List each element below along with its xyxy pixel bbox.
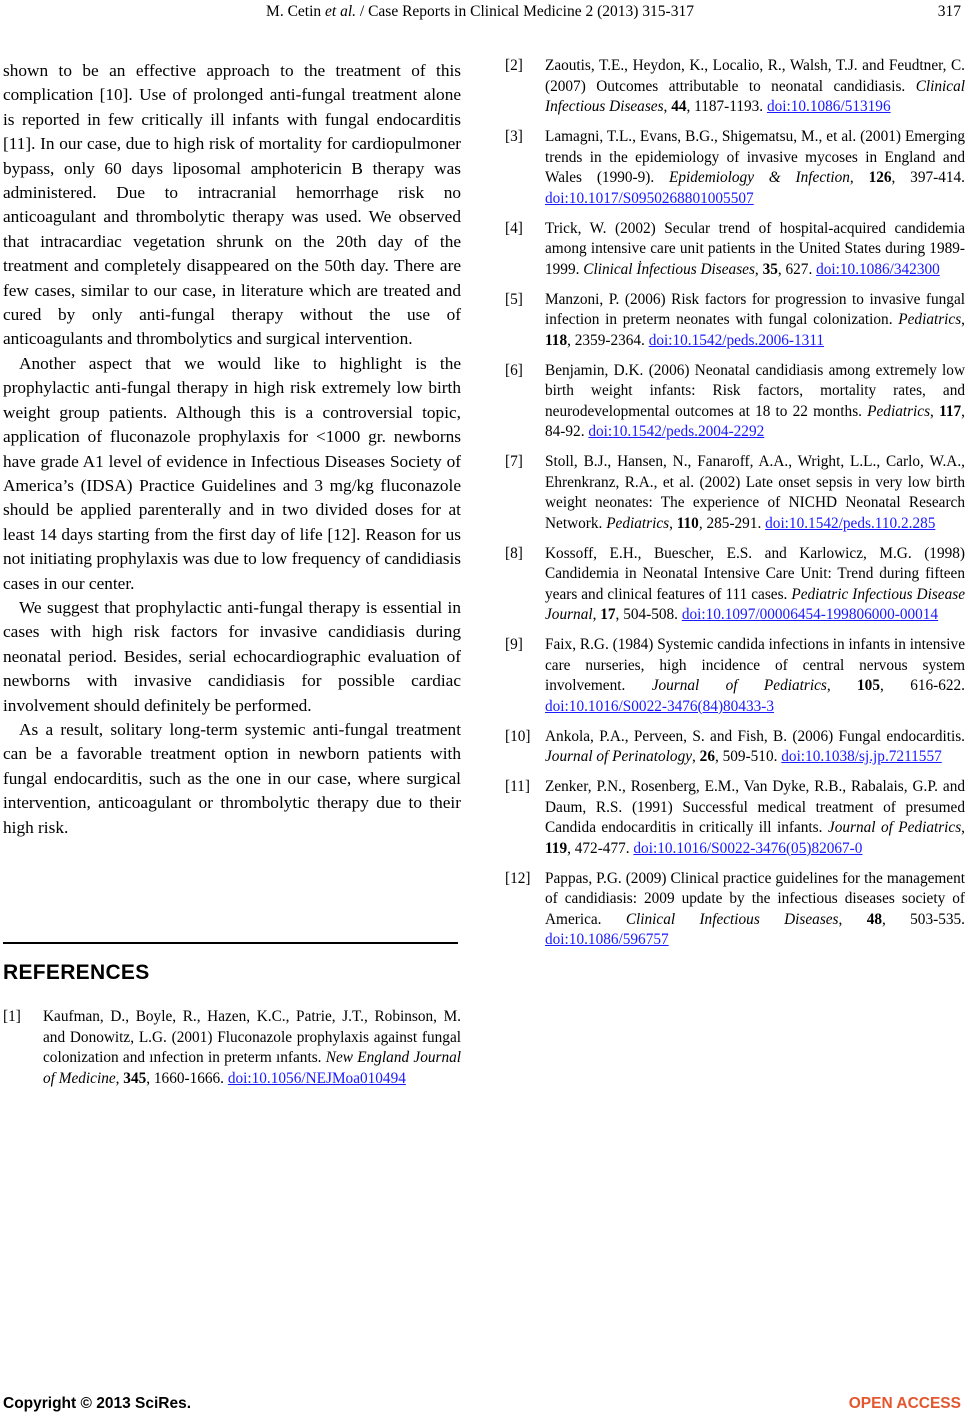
reference-text xyxy=(545,869,965,951)
reference-separator: , xyxy=(592,606,601,623)
reference-authors-title: Zaoutis, T.E., Heydon, K., Localio, R., Walsh, T.J. and Feudtner, C. (2007) Outcomes attributable to neonatal candidiasis. xyxy=(545,57,965,95)
reference-text xyxy=(545,544,965,626)
reference-item xyxy=(505,56,965,118)
reference-pages: , 627. xyxy=(777,260,817,278)
reference-doi-link[interactable]: doi:10.1086/596757 xyxy=(545,931,669,948)
reference-volume: 105 xyxy=(857,677,880,694)
reference-journal: Clinical İnfectious Diseases xyxy=(583,260,755,278)
running-head-authors: M. Cetin xyxy=(266,3,326,20)
reference-item xyxy=(505,727,965,768)
reference-pages: , 509-510. xyxy=(714,748,782,765)
footer-open-access: OPEN ACCESS xyxy=(848,1395,961,1412)
references-list-left xyxy=(3,1007,461,1099)
reference-item xyxy=(505,290,965,352)
reference-text xyxy=(545,361,965,443)
reference-number: [9] xyxy=(505,636,523,653)
reference-volume: 17 xyxy=(600,606,616,623)
references-list-right xyxy=(505,56,965,960)
reference-journal: Pediatric Infectious Disease Journal xyxy=(545,585,965,623)
reference-number: [2] xyxy=(505,57,523,74)
reference-pages: , 504-508. xyxy=(615,606,682,623)
running-head xyxy=(150,2,810,22)
body-paragraph: As a result, solitary long-term systemic anti-fungal treatment can be a favorable treatment option in newborn patients with fungal endocarditis, such as the one in our case, where surgical intervention, anticoagulant or thrombolytic therapy due to their high risk. xyxy=(3,719,461,837)
reference-item xyxy=(505,544,965,626)
reference-authors-title: Kaufman, D., Boyle, R., Hazen, K.C., Patrie, J.T., Robinson, M. and Donowitz, L.G. (2001) Fluconazole prophylaxis against fungal colonization and ınfection in preterm ınfants. xyxy=(43,1008,461,1066)
reference-item xyxy=(505,869,965,951)
reference-journal: Clinical Infectious Diseases xyxy=(545,77,965,115)
body-text-column xyxy=(3,59,461,840)
reference-volume: 26 xyxy=(699,748,715,765)
reference-separator: , xyxy=(961,819,965,836)
reference-doi-link[interactable]: doi:10.1086/342300 xyxy=(816,260,940,278)
reference-authors-title: Benjamin, D.K. (2006) Neonatal candidiasis among extremely low birth weight infants: Risk factors, mortality rates, and neurodevelopmental outcomes at 18 to 22 months. xyxy=(545,361,965,420)
reference-pages: , 503-535. xyxy=(881,910,965,928)
reference-pages: , 2359-2364. xyxy=(567,331,649,349)
reference-volume: 44 xyxy=(671,98,687,115)
reference-number: [5] xyxy=(505,290,523,308)
reference-text xyxy=(545,452,965,534)
reference-separator: , xyxy=(930,402,940,420)
reference-journal: Pediatrics xyxy=(898,311,962,328)
reference-item xyxy=(505,777,965,859)
reference-number: [4] xyxy=(505,219,523,237)
body-paragraph: We suggest that prophylactic anti-fungal therapy is essential in cases with high risk factors for invasive candidiasis during neonatal period. Besides, serial echocardiographic evaluation of newborns with invasive candidiasis for possible cardiac involvement should definitely be performed. xyxy=(3,597,461,715)
reference-text xyxy=(545,56,965,118)
body-paragraph: shown to be an effective approach to the treatment of this complication [10]. Use of prolonged anti-fungal treatment alone is reported in few critically ill infants with fungal endocarditis [11]. In our case, due to high risk of mortality for cardiopulmoner bypass, only 60 days liposomal amphotericin B therapy was administered. Due to intracranial hemorrhage risk no anticoagulant and thrombolytic therapy was used. We observed that intracardiac vegetation shrunk on the 20th day of the treatment and completely disappeared on the 50th day. There are few cases, similar to our case, in literature which are treated and cured by only anti-fungal therapy without the use of anticoagulants and thrombolytics and surgical intervention. xyxy=(3,61,461,349)
reference-journal: New England Journal of Medicine xyxy=(43,1049,461,1087)
reference-authors-title: Manzoni, P. (2006) Risk factors for progression to invasive fungal infection in preterm neonates with fungal colonization. xyxy=(545,290,965,328)
reference-text xyxy=(545,290,965,352)
reference-volume: 110 xyxy=(676,514,699,532)
reference-doi-link[interactable]: doi:10.1016/S0022-3476(84)80433-3 xyxy=(545,697,775,715)
reference-number: [6] xyxy=(505,361,523,379)
reference-volume: 117 xyxy=(939,402,962,420)
reference-doi-link[interactable]: doi:10.1097/00006454-199806000-00014 xyxy=(681,606,939,623)
reference-journal: Journal of Pediatrics xyxy=(827,819,962,836)
footer-copyright: Copyright © 2013 SciRes. xyxy=(3,1395,192,1412)
reference-separator: , xyxy=(838,910,867,928)
running-head-journal: / Case Reports in Clinical Medicine 2 (2013) 315-317 xyxy=(356,3,694,20)
reference-item xyxy=(505,219,965,281)
reference-authors-title: Pappas, P.G. (2009) Clinical practice guidelines for the management of candidiasis: 2009 update by the infectious diseases society of America. xyxy=(545,869,965,928)
reference-item xyxy=(505,635,965,717)
reference-item xyxy=(505,361,965,443)
reference-pages: , 1660-1666. xyxy=(146,1069,228,1087)
reference-item xyxy=(505,127,965,209)
reference-journal: Clinical Infectious Diseases xyxy=(625,910,839,928)
reference-doi-link[interactable]: doi:10.1056/NEJMoa010494 xyxy=(227,1069,406,1087)
reference-journal: Pediatrics xyxy=(867,402,931,420)
reference-separator: , xyxy=(115,1069,124,1087)
reference-doi-link[interactable]: doi:10.1086/513196 xyxy=(766,98,891,115)
references-heading: REFERENCES xyxy=(3,961,150,984)
reference-authors-title: Lamagni, T.L., Evans, B.G., Shigematsu, M., et al. (2001) Emerging trends in the epidemiology of invasive mycoses in England and Wales (1990-9). xyxy=(545,128,965,186)
reference-pages: , 397-414. xyxy=(891,169,965,186)
reference-pages: , 1187-1193. xyxy=(686,98,767,115)
reference-authors-title: Kossoff, E.H., Buescher, E.S. and Karlowicz, M.G. (1998) Candidemia in Neonatal Intensive Care Unit: Trend during fifteen years and clinical features of 111 cases. xyxy=(545,544,965,603)
body-paragraph: Another aspect that we would like to highlight is the prophylactic anti-fungal therapy in high risk extremely low birth weight group patients. Although this is a controversial topic, application of fluconazole prophylaxis for <1000 gr. newborns have grade A1 level of evidence in Infectious Diseases Society of America’s (IDSA) Practice Guidelines and 3 mg/kg fluconazole should be applied parenterally and in two divided doses for at least 14 days starting from the first day of life [12]. Reason for us not initiating prophylaxis was due to low frequency of candidiasis cases in our center. xyxy=(3,353,461,593)
reference-number: [12] xyxy=(505,869,531,887)
reference-journal: Epidemiology & Infection xyxy=(669,169,850,186)
reference-authors-title: Zenker, P.N., Rosenberg, E.M., Van Dyke, R.B., Rabalais, G.P. and Daum, R.S. (1991) Successful medical treatment of presumed Candida endocarditis in critically ill infants. xyxy=(545,778,965,836)
reference-separator: , xyxy=(826,677,858,694)
reference-text xyxy=(43,1007,461,1089)
reference-volume: 48 xyxy=(866,910,882,928)
reference-doi-link[interactable]: doi:10.1038/sj.jp.7211557 xyxy=(781,748,942,765)
reference-doi-link[interactable]: doi:10.1016/S0022-3476(05)82067-0 xyxy=(633,839,863,857)
reference-number: [8] xyxy=(505,544,523,562)
reference-doi-link[interactable]: doi:10.1542/peds.2006-1311 xyxy=(648,331,825,349)
reference-number: [7] xyxy=(505,453,523,470)
reference-authors-title: Trick, W. (2002) Secular trend of hospital-acquired candidemia among intensive care unit patients in the United States during 1989-1999. xyxy=(545,219,965,278)
reference-journal: Pediatrics xyxy=(606,514,670,532)
reference-volume: 345 xyxy=(123,1069,147,1087)
reference-separator: , xyxy=(663,98,672,115)
reference-separator: , xyxy=(692,748,700,765)
reference-item xyxy=(505,452,965,534)
reference-pages: , 285-291. xyxy=(698,514,766,532)
page-number: 317 xyxy=(937,3,961,20)
reference-number: [1] xyxy=(3,1008,21,1025)
reference-pages: , 616-622. xyxy=(879,677,965,694)
reference-separator: , xyxy=(849,169,869,186)
reference-doi-link[interactable]: doi:10.1542/peds.2004-2292 xyxy=(588,423,765,440)
reference-number: [10] xyxy=(505,727,531,745)
reference-pages: , 472-477. xyxy=(567,839,634,857)
reference-separator: , xyxy=(669,514,677,532)
reference-doi-link[interactable]: doi:10.1017/S0950268801005507 xyxy=(545,189,754,207)
reference-pages: , 84-92. xyxy=(545,402,965,440)
reference-item xyxy=(3,1007,461,1089)
reference-volume: 119 xyxy=(545,839,568,857)
reference-volume: 35 xyxy=(762,260,778,278)
reference-text xyxy=(545,777,965,859)
reference-doi-link[interactable]: doi:10.1542/peds.110.2.285 xyxy=(765,514,936,532)
running-head-et-al: et al. xyxy=(325,3,357,20)
reference-journal: Journal of Perinatology xyxy=(545,748,693,765)
reference-separator: , xyxy=(961,311,965,328)
reference-authors-title: Faix, R.G. (1984) Systemic candida infections in infants in intensive care nurseries, high incidence of central nervous system involvement. xyxy=(545,636,965,694)
reference-authors-title: Stoll, B.J., Hansen, N., Fanaroff, A.A., Wright, L.L., Carlo, W.A., Ehrenkranz, R.A., et al. (2002) Late onset sepsis in very low birth weight neonates: The experience of NICHD Neonatal Research Network. xyxy=(545,453,965,532)
reference-number: [3] xyxy=(505,128,523,145)
reference-text xyxy=(545,127,965,209)
reference-volume: 118 xyxy=(545,331,568,349)
section-divider xyxy=(3,942,458,944)
reference-number: [11] xyxy=(505,778,530,795)
reference-text xyxy=(545,727,965,768)
reference-text xyxy=(545,635,965,717)
reference-journal: Journal of Pediatrics xyxy=(651,677,827,694)
reference-volume: 126 xyxy=(868,169,892,186)
reference-authors-title: Ankola, P.A., Perveen, S. and Fish, B. (2006) Fungal endocarditis. xyxy=(545,727,965,745)
reference-text xyxy=(545,219,965,281)
reference-separator: , xyxy=(754,260,763,278)
